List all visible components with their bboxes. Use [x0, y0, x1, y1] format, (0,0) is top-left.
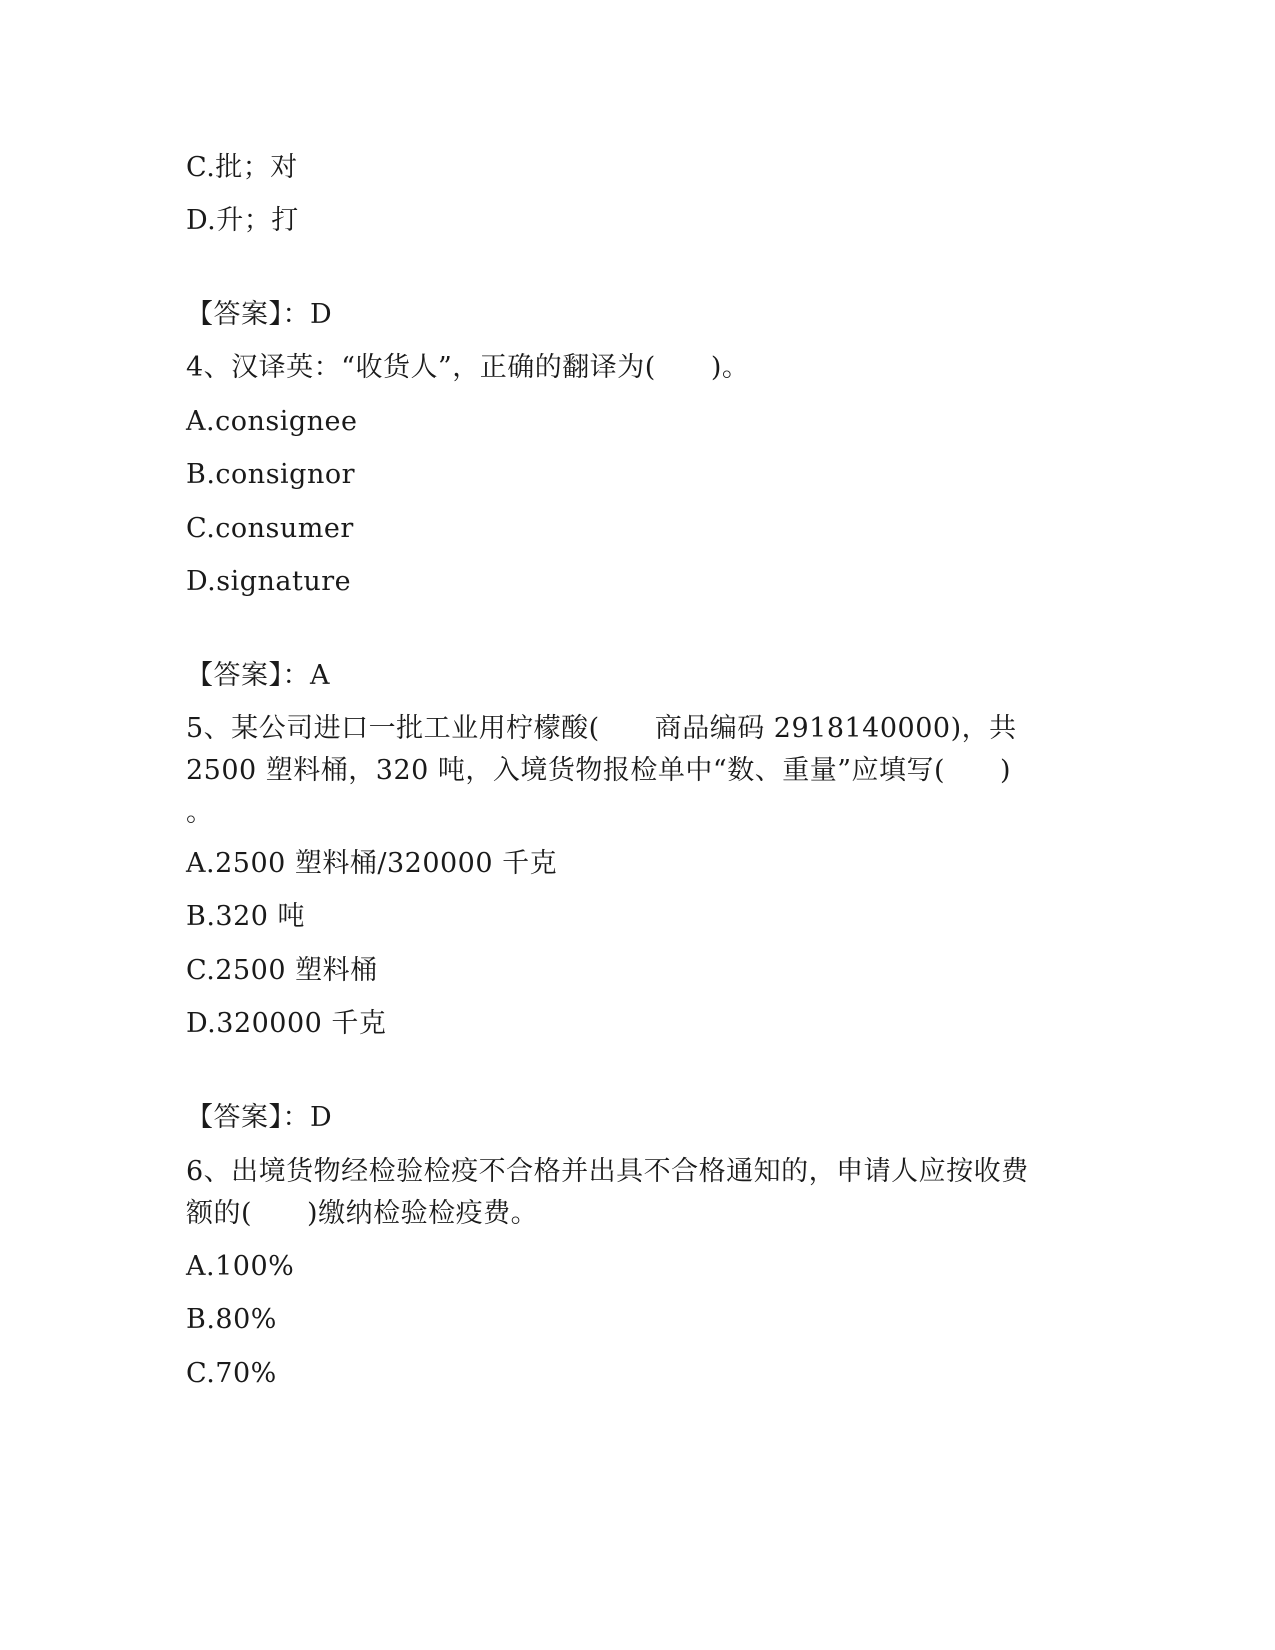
q5-question-line-3: 。 — [186, 797, 214, 828]
q3-answer: 【答案】：D — [186, 299, 333, 330]
q5-option-c: C.2500 塑料桶 — [186, 955, 378, 986]
q4-option-d: D.signature — [186, 566, 352, 597]
q5-option-b: B.320 吨 — [186, 901, 306, 932]
q6-question-line-2: 额的( )缴纳检验检疫费。 — [186, 1198, 539, 1229]
q5-question-line-1: 5、某公司进口一批工业用柠檬酸( 商品编码 2918140000)，共 — [186, 713, 1017, 744]
q4-option-b: B.consignor — [186, 459, 356, 490]
q4-answer: 【答案】：A — [186, 660, 330, 691]
q6-option-a: A.100% — [186, 1251, 295, 1282]
q4-question: 4、汉译英：“收货人”，正确的翻译为( )。 — [186, 352, 750, 383]
q4-option-a: A.consignee — [186, 406, 358, 437]
q6-question-line-1: 6、出境货物经检验检疫不合格并出具不合格通知的，申请人应按收费 — [186, 1156, 1029, 1187]
q4-option-c: C.consumer — [186, 513, 354, 544]
q5-option-a: A.2500 塑料桶/320000 千克 — [186, 848, 558, 879]
q5-question-line-2: 2500 塑料桶，320 吨，入境货物报检单中“数、重量”应填写( ) — [186, 755, 1012, 786]
q5-answer: 【答案】：D — [186, 1102, 333, 1133]
q3-option-d: D.升；打 — [186, 205, 299, 236]
q6-option-c: C.70% — [186, 1358, 277, 1389]
q6-option-b: B.80% — [186, 1304, 277, 1335]
q3-option-c: C.批；对 — [186, 152, 298, 183]
q5-option-d: D.320000 千克 — [186, 1008, 387, 1039]
